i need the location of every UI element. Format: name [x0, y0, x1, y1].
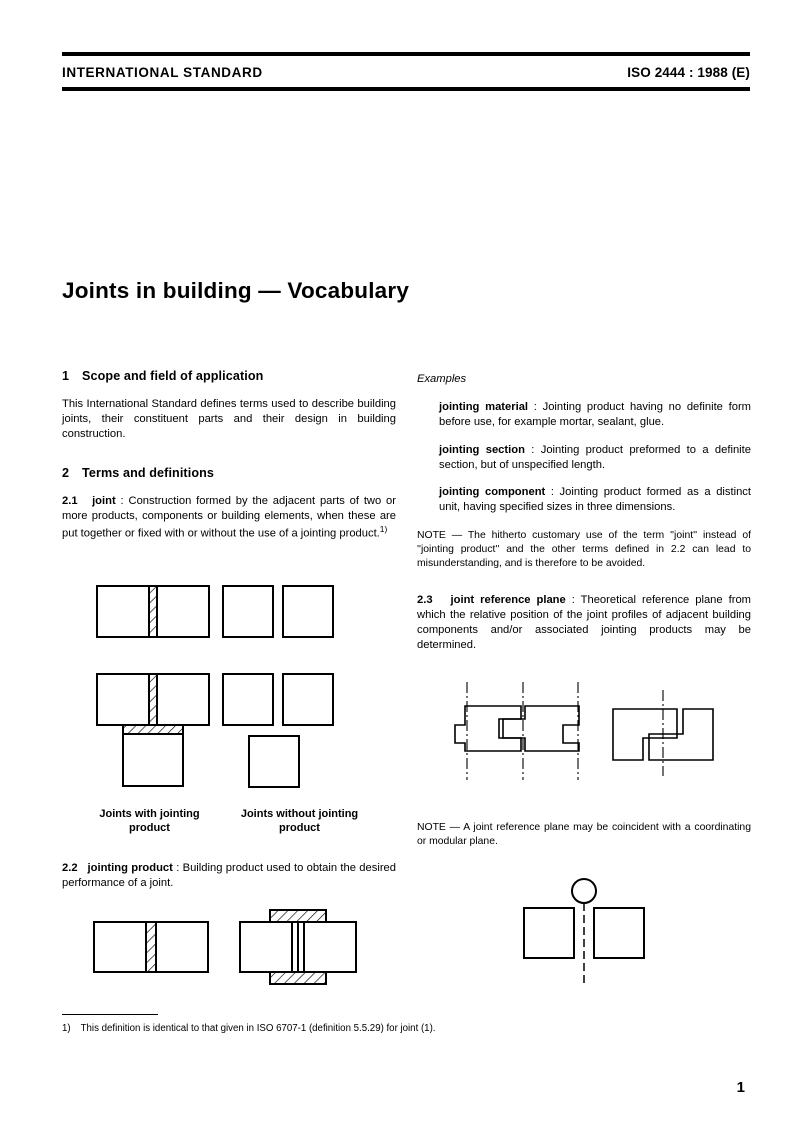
definition-2-3-separator: :	[565, 594, 581, 607]
profile-left-a	[455, 706, 521, 751]
footnote-marker: 1)	[62, 1023, 71, 1034]
footnote-body: This definition is identical to that given in ISO 6707-1 (definition 5.5.29) for joint (1).	[80, 1023, 436, 1034]
right-column	[417, 372, 751, 667]
example-jointing-component-term: jointing component	[439, 486, 546, 499]
cover-strip-bottom	[270, 972, 326, 984]
block-r2-e	[283, 674, 333, 725]
footnote-block	[62, 1014, 562, 1036]
document-header	[62, 52, 750, 91]
block-r2-a	[97, 674, 149, 725]
profile-left-b	[503, 706, 579, 751]
heading-scope	[62, 368, 396, 385]
definition-2-3-number: 2.3	[417, 594, 433, 607]
note-joint-reference-plane: NOTE — A joint reference plane may be coincident with a coordinating or modular plane.	[417, 822, 751, 847]
block-r1-b	[157, 586, 209, 637]
example-jointing-material-separator: :	[528, 400, 543, 413]
definition-2-3-term: joint reference plane	[450, 594, 566, 607]
jointing-product-r2-horizontal	[123, 725, 183, 734]
figure-joints-svg	[95, 578, 415, 790]
page-title: Joints in building — Vocabulary	[62, 278, 410, 303]
page-number: 1	[736, 1079, 745, 1096]
figure-reference-plane-symbol-svg	[512, 874, 662, 992]
jointing-product-f2	[146, 922, 156, 972]
example-jointing-section-body: Jointing product preformed to a definite section, but of unspecified length.	[439, 443, 751, 471]
example-jointing-section-term: jointing section	[439, 443, 525, 456]
definition-2-2-number: 2.2	[62, 862, 78, 874]
figure-joints-diagram	[95, 578, 415, 795]
block-r2-d	[223, 674, 273, 725]
block-r1-a	[97, 586, 149, 637]
heading-terms-text: Terms and definitions	[82, 466, 215, 481]
example-jointing-material-body: Jointing product having no definite form before use, for example mortar, sealant, glue.	[439, 400, 752, 428]
example-jointing-material-term: jointing material	[439, 400, 529, 413]
header-rule-bottom	[62, 87, 750, 91]
definition-2-2-term: jointing product	[87, 862, 173, 874]
heading-scope-text: Scope and field of application	[82, 369, 264, 383]
example-jointing-section-separator: :	[524, 443, 541, 456]
footnote-text	[62, 1022, 562, 1036]
figure-joint-reference-plane-diagram	[445, 676, 750, 793]
heading-scope-number: 1	[62, 369, 70, 383]
reference-lines-left	[467, 682, 578, 780]
figure-jointing-product-svg	[92, 908, 382, 1000]
reference-plane-circle	[572, 879, 596, 903]
block-f2-c	[240, 922, 292, 972]
example-jointing-material	[417, 400, 751, 430]
figure-caption-with-jointing-product: Joints with jointing product	[99, 808, 200, 834]
definition-2-1-separator: :	[115, 495, 129, 508]
standard-reference-label: ISO 2444 : 1988 (E)	[627, 65, 750, 80]
block-sym-b	[594, 908, 644, 958]
jointing-product-r1	[149, 586, 157, 637]
definition-2-1-number: 2.1	[62, 495, 78, 508]
note-jointing-product: NOTE — The hitherto customary use of the term ''joint'' instead of ''jointing product'' and the other terms defined in 2.2 can lead to misunderstanding, and is therefore to be avoided.	[417, 530, 751, 570]
heading-terms-number: 2	[62, 466, 70, 481]
footnote-rule	[62, 1014, 158, 1015]
standard-type-label: INTERNATIONAL STANDARD	[62, 65, 263, 80]
header-row	[62, 56, 750, 87]
definition-2-1-term: joint	[92, 495, 116, 508]
block-r2-b	[157, 674, 209, 725]
definition-2-3-body: Theoretical reference plane from which the relative position of the joint profiles of adjacent building components and/or associated jointing products may be determined.	[417, 594, 751, 651]
scope-paragraph: This International Standard defines terms used to describe building joints, their constituent parts and their design in building construction.	[62, 397, 396, 440]
example-jointing-component-separator: :	[545, 486, 560, 499]
block-r1-d	[283, 586, 333, 637]
definition-2-1-body: Construction formed by the adjacent parts of two or more products, components or building elements, when these are put together or fixed with or without the use of a jointing product.	[62, 495, 397, 540]
definition-2-2-body: Building product used to obtain the desired performance of a joint.	[62, 862, 396, 889]
footnote-reference-1: 1)	[379, 523, 388, 534]
example-jointing-component	[417, 485, 751, 515]
figure-jointing-product-diagram	[92, 908, 382, 1005]
definition-2-2	[62, 861, 396, 891]
left-column	[62, 368, 396, 556]
block-sym-a	[524, 908, 574, 958]
definition-2-2-block	[62, 861, 396, 899]
block-r2-c	[123, 734, 183, 786]
block-r2-f	[249, 736, 299, 787]
example-jointing-section	[417, 443, 751, 473]
cover-strip-top	[270, 910, 326, 922]
examples-label: Examples	[417, 373, 467, 385]
definition-2-1	[62, 494, 396, 541]
block-f2-b	[156, 922, 208, 972]
figure-joint-reference-plane-svg	[445, 676, 750, 788]
block-f2-d	[304, 922, 356, 972]
block-f2-a	[94, 922, 146, 972]
block-r1-c	[223, 586, 273, 637]
figure-caption-without-jointing-product: Joints without jointing product	[240, 808, 359, 834]
note-2-block	[417, 821, 751, 849]
definition-2-2-separator: :	[172, 862, 183, 874]
definition-2-3	[417, 593, 751, 653]
heading-terms	[62, 465, 396, 482]
profile-right-b	[649, 709, 713, 760]
example-jointing-component-body: Jointing product formed as a distinct unit, having specified sizes in three dimensions.	[439, 486, 752, 514]
figure-reference-plane-symbol	[512, 874, 662, 997]
jointing-product-r2-vertical	[149, 674, 157, 725]
